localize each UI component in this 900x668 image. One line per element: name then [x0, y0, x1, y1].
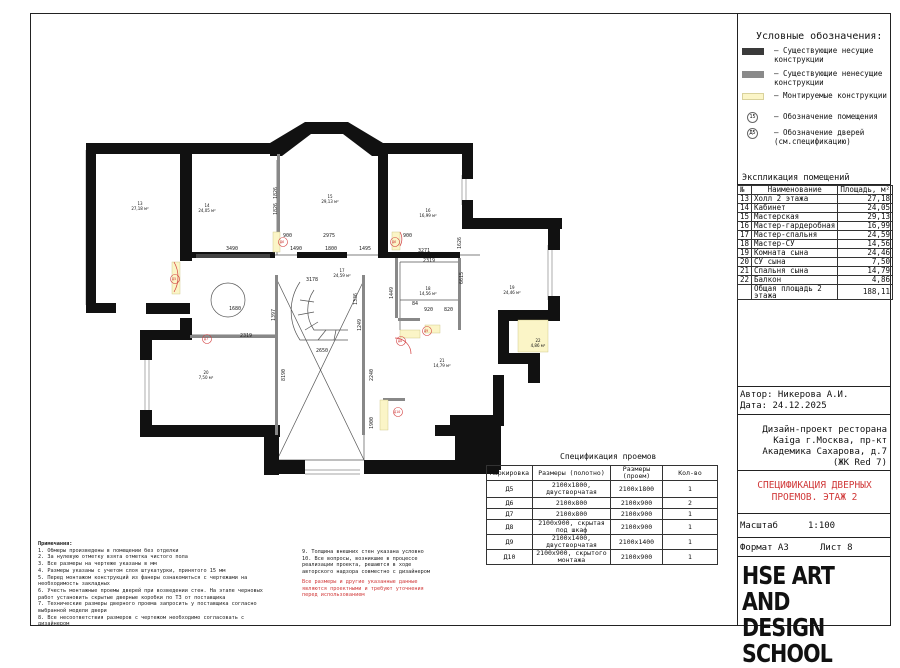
dim: 1397	[271, 308, 278, 322]
cell: 16	[738, 222, 752, 231]
cell: Д5	[487, 481, 533, 498]
author-block	[740, 390, 848, 412]
cell: Мастер-СУ	[752, 240, 838, 249]
door-mark: Д7	[204, 337, 209, 341]
col-header: Размеры (проем)	[611, 466, 663, 481]
legend-text: – Существующие ненесущие конструкции	[774, 69, 883, 87]
col-header: №	[738, 186, 752, 195]
notes-left	[38, 541, 288, 628]
floor-plan	[60, 110, 590, 490]
cell: 7,50	[838, 258, 893, 267]
dim: 1826	[273, 186, 280, 200]
room-num: 20	[203, 370, 209, 375]
room-label-16	[408, 208, 448, 218]
room-label-21	[422, 358, 462, 368]
total-value: 188,11	[838, 285, 893, 300]
dim: 1249	[357, 318, 364, 332]
cell: 2100x1400	[611, 535, 663, 550]
cell: 2100x900, скрытая под шкаф	[533, 520, 611, 535]
note-line: необходимость закладных	[38, 581, 110, 588]
cell: Д9	[487, 535, 533, 550]
room-area: 7,50 м²	[198, 375, 214, 380]
format: Формат А3	[740, 543, 789, 553]
cell: 2100x800	[533, 498, 611, 509]
rule	[737, 513, 891, 514]
col-header: Площадь, м²	[838, 186, 893, 195]
explication-title: Экспликация помещений	[742, 173, 850, 183]
door-spec-table	[486, 465, 718, 565]
note-line: 4. Размеры указаны с учетом слоя штукатурки, принятого 15 мм	[38, 567, 226, 574]
dim: 1900	[369, 416, 376, 430]
rule	[737, 470, 891, 471]
legend-title: Условные обозначения:	[756, 31, 883, 42]
bearing-walls	[86, 122, 562, 475]
dim: 1626	[457, 236, 464, 250]
cell: 2100x1800, двустворчатая	[533, 481, 611, 498]
dim: 900	[283, 233, 293, 239]
room-label-18	[408, 286, 448, 296]
cell: 13	[738, 195, 752, 204]
cell: Мастерская	[752, 213, 838, 222]
dim: 2319	[240, 333, 253, 339]
room-num: 18	[425, 286, 431, 291]
cell: Балкон	[752, 276, 838, 285]
cell: 19	[738, 249, 752, 258]
sheet-title-line: ПРОЕМОВ. ЭТАЖ 2	[771, 492, 858, 503]
note-line: 7. Технические размеры дверного проема запросить у поставщика согласно	[38, 601, 257, 608]
cell: 27,18	[838, 195, 893, 204]
col-header: Размеры (полотно)	[533, 466, 611, 481]
room-num: 21	[439, 358, 445, 363]
project-line: Дизайн-проект ресторана	[762, 425, 887, 435]
legend-text: – Существующие несущие конструкции	[774, 46, 874, 64]
door-markers	[171, 238, 432, 417]
note-line-red: Все размеры и другие указанные данные	[302, 578, 418, 585]
cell: 1	[663, 535, 718, 550]
room-label-17	[322, 268, 362, 278]
cell: 14	[738, 204, 752, 213]
cell	[738, 285, 752, 300]
legend-text: – Обозначение дверей (см.спецификацию)	[774, 128, 865, 146]
cell: 24,46	[838, 249, 893, 258]
note-line: 8. Все несоответствия размеров с чертежом необходимо согласовать с	[38, 614, 245, 621]
sheet-title	[742, 480, 887, 504]
cell: 4,86	[838, 276, 893, 285]
table-row	[487, 535, 718, 550]
room-num: 19	[509, 285, 515, 290]
cell: 2100x1400, двустворчатая	[533, 535, 611, 550]
room-area: 4,86 м²	[530, 343, 546, 348]
room-num: 16	[425, 208, 431, 213]
author: Автор: Никерова А.И.	[740, 390, 849, 400]
panel-divider	[737, 13, 738, 626]
door-mark: Д8	[398, 339, 403, 343]
col-header: Кол-во	[663, 466, 718, 481]
table-row	[487, 481, 718, 498]
cell: 2100x900	[611, 550, 663, 565]
door-marker-icon: Д5	[747, 128, 758, 139]
project-line: Kaiga г.Москва, пр-кт	[773, 436, 887, 446]
nonbearing-swatch	[742, 71, 764, 78]
room-marker-icon: 15	[747, 112, 758, 123]
note-line: работ установить скрытые дверные коробки по ТЗ от поставщика	[38, 594, 226, 601]
cell: Комната сына	[752, 249, 838, 258]
dim: 3271	[418, 248, 431, 254]
cell: 1	[663, 550, 718, 565]
dim: 2975	[323, 233, 336, 239]
cell: 2100x900	[611, 498, 663, 509]
dim: 1490	[290, 246, 303, 252]
sheet-title-line: СПЕЦИФИКАЦИЯ ДВЕРНЫХ	[757, 480, 872, 491]
dim: 900	[403, 233, 413, 239]
room-num: 22	[535, 338, 541, 343]
table-row	[487, 550, 718, 565]
room-label-14	[187, 203, 227, 213]
room-area: 29,13 м²	[321, 199, 339, 204]
dim: 820	[444, 307, 454, 313]
note-line: 3. Все размеры на чертеже указаны в мм	[38, 561, 157, 568]
note-line: выбранной модели двери	[38, 608, 107, 615]
room-area: 24,59 м²	[333, 273, 351, 278]
legend-text: – Монтируемые конструкции	[774, 91, 887, 100]
cell: Мастер-гардеробная	[752, 222, 838, 231]
cell: СУ сына	[752, 258, 838, 267]
scale-value: 1:100	[808, 521, 836, 531]
cell: 2100x1800	[611, 481, 663, 498]
cell: Спальня сына	[752, 267, 838, 276]
sheet-number: Лист 8	[820, 543, 853, 553]
project-line: (ЖК Red 7)	[832, 458, 887, 468]
cell: 24,59	[838, 231, 893, 240]
dim: 6615	[459, 271, 466, 285]
dim: 2240	[369, 368, 376, 382]
dim: 3178	[306, 277, 319, 283]
hse-logo	[742, 563, 872, 667]
door-mark: Д9	[424, 329, 429, 333]
cell: Холл 2 этажа	[752, 195, 838, 204]
note-line: 9. Толщина внешних стен указана условно	[302, 549, 424, 555]
note-line-red: перед использованием	[302, 592, 365, 599]
cell: 14,79	[838, 267, 893, 276]
cell: Д10	[487, 550, 533, 565]
room-num: 17	[339, 268, 345, 273]
bearing-swatch	[742, 48, 764, 55]
cell: 15	[738, 213, 752, 222]
rule	[737, 386, 891, 387]
door-mark: Д6	[392, 240, 397, 244]
spec-title: Спецификация проемов	[560, 452, 657, 461]
rule	[737, 537, 891, 538]
date: Дата: 24.12.2025	[740, 401, 827, 411]
dim: 1826	[273, 202, 280, 216]
room-area: 14,79 м²	[433, 363, 451, 368]
door-mark: Д10	[394, 410, 401, 414]
note-line: 5. Перед монтажом конструкций из фанеры ознакомиться с чертежами на	[38, 574, 248, 581]
dim: 1449	[389, 286, 396, 300]
cell: 1	[663, 509, 718, 520]
dim: 8190	[281, 368, 288, 382]
total-label: Общая площадь 2 этажа	[752, 285, 838, 300]
cell: Мастер-спальня	[752, 231, 838, 240]
table-row	[487, 520, 718, 535]
room-area: 24,05 м²	[198, 208, 216, 213]
room-label-22	[518, 338, 558, 348]
note-line: 2. За нулевую отметку взята отметка чистого пола	[38, 554, 188, 561]
notes-right	[302, 549, 482, 599]
room-num: 13	[137, 201, 143, 206]
cell: Д7	[487, 509, 533, 520]
dim: 1680	[229, 306, 242, 312]
col-header: Маркировка	[487, 466, 533, 481]
note-line-red: являются проектными и требуют уточнения	[302, 585, 424, 592]
cell: 16,99	[838, 222, 893, 231]
dim: 3490	[226, 246, 239, 252]
table-row	[487, 498, 718, 509]
room-num: 14	[204, 203, 210, 208]
cell: 1	[663, 481, 718, 498]
logo-line: HSE ART AND	[742, 561, 835, 616]
room-area: 14,56 м²	[419, 291, 437, 296]
dim: 1336	[353, 292, 360, 306]
cell: 2100x800	[533, 509, 611, 520]
cell: 1	[663, 520, 718, 535]
project-block	[742, 425, 887, 469]
note-line: 6. Учесть монтажные проемы дверей при возведении стен. На этапе черновых	[38, 587, 263, 594]
logo-line: DESIGN SCHOOL	[742, 613, 832, 668]
table-total-row	[738, 285, 893, 300]
cell: 29,13	[838, 213, 893, 222]
door-mark: Д5	[172, 277, 177, 281]
legend-text: – Обозначение помещения	[774, 112, 878, 121]
room-label-15	[310, 194, 350, 204]
cell: 14,56	[838, 240, 893, 249]
dim: 2650	[316, 348, 329, 354]
dim: 1800	[325, 246, 338, 252]
cell: 21	[738, 267, 752, 276]
cell: 2	[663, 498, 718, 509]
cell: 2100x900	[611, 520, 663, 535]
room-area: 27,18 м²	[131, 206, 149, 211]
rule	[737, 556, 891, 557]
scale-label: Масштаб	[740, 521, 778, 531]
note-line: дизайнером	[38, 621, 70, 628]
dim: 1495	[359, 246, 372, 252]
dim: 84	[412, 301, 419, 307]
cell: Д8	[487, 520, 533, 535]
room-area: 16,99 м²	[419, 213, 437, 218]
cell: 2100x900	[611, 509, 663, 520]
cell: 18	[738, 240, 752, 249]
cell: Д6	[487, 498, 533, 509]
cell: 2100x900, скрытого монтажа	[533, 550, 611, 565]
room-label-13	[120, 201, 160, 211]
project-line: Академика Сахарова, д.7	[762, 447, 887, 457]
room-label-20	[186, 370, 226, 380]
notes-heading: Примечания:	[38, 541, 73, 547]
table-row	[487, 509, 718, 520]
rule	[737, 414, 891, 415]
cell: 17	[738, 231, 752, 240]
door-mark: Д6	[280, 240, 285, 244]
dim: 2319	[423, 258, 436, 264]
new-swatch	[742, 93, 764, 100]
cell: 22	[738, 276, 752, 285]
room-num: 15	[327, 194, 333, 199]
col-header: Наименование	[752, 186, 838, 195]
room-area: 24,46 м²	[503, 290, 521, 295]
explication-table	[737, 185, 893, 300]
table-header	[487, 466, 718, 481]
note-line: 1. Обмеры произведены в помещении без отделки	[38, 547, 179, 554]
note-line: 10. Все вопросы, возникшие в процессе	[302, 555, 418, 562]
dim: 920	[424, 307, 434, 313]
note-line: реализации проекта, решаются в ходе	[302, 562, 412, 569]
note-line: авторского надзора совместно с дизайнером	[302, 569, 431, 576]
cell: 24,05	[838, 204, 893, 213]
cell: 20	[738, 258, 752, 267]
room-label-19	[492, 285, 532, 295]
cell: Кабинет	[752, 204, 838, 213]
